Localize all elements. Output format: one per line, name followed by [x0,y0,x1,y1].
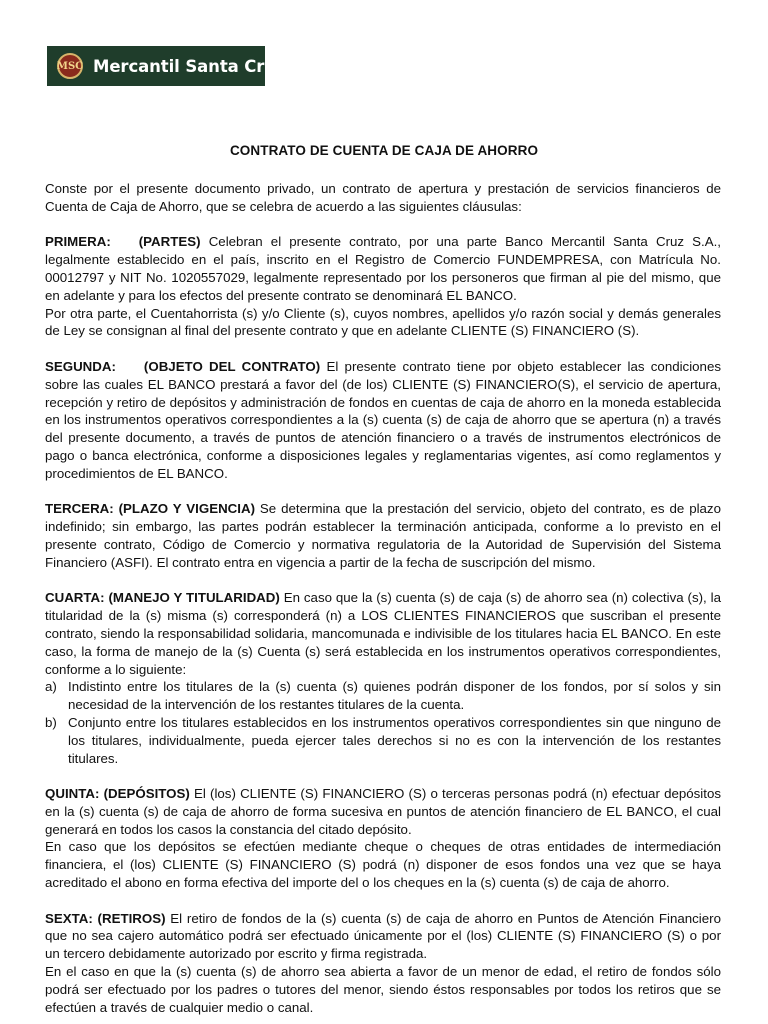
clause-quinta [45,785,721,838]
list-marker: a) [45,679,57,695]
document-title: CONTRATO DE CUENTA DE CAJA DE AHORRO [229,143,539,158]
clause-cuarta-list [45,678,721,767]
clause-heading: TERCERA: (PLAZO Y VIGENCIA) [45,501,256,517]
clause-sexta-p2: En el caso en que la (s) cuenta (s) de ahorro sea abierta a favor de un menor de edad, el retiro de fondos sólo podrá ser efectuado por los padres o tutores del menor, siendo éstos responsables por todos los retiros que se efectúen a través de cualquier medio o canal. [45,964,721,1015]
clause-label: PRIMERA: [45,234,111,250]
clause-text: El retiro de fondos de la (s) cuenta (s) de caja de ahorro en Puntos de Atención Financiero que no sea cajero automático podrá ser efectuado únicamente por el (los) CLIENTE (S) FINANCIERO (S) o por un tercero debidamente autorizado por escrito y firma registrada. [45,910,721,962]
clause-cuarta [45,589,721,678]
bank-logo [47,46,286,86]
clause-text: En caso que la (s) cuenta (s) de caja (s) de ahorro sea (n) colectiva (s), la titularidad de la (s) misma (s) corresponderá (n) a LOS CLIENTES FINANCIEROS que suscriban el presente contrato, siendo la responsabilidad solidaria, mancomunada e indivisible de los titulares hacia EL BANCO. En este caso, la forma de manejo de la (s) Cuenta (s) será establecida en los instrumentos operativos correspondientes, conforme a lo siguiente: [45,590,721,677]
seal-icon: MSC [57,53,83,79]
clause-text: El (los) CLIENTE (S) FINANCIERO (S) o terceras personas podrá (n) efectuar depósitos en la (s) cuenta (s) de caja de ahorro de forma sucesiva en puntos de atención financiero de EL BANCO, el cual generará en todos los casos la constancia del citado depósito. [45,786,721,837]
document-body [45,180,721,1016]
list-item-text: Conjunto entre los titulares establecidos en los instrumentos operativos correspondientes sin que ninguno de los titulares, individualmente, pueda ejercer tales derechos si no es con la intervención de los restantes titulares. [68,714,721,766]
clause-text: Se determina que la prestación del servicio, objeto del contrato, es de plazo indefinido; sin embargo, las partes podrán establecer la terminación anticipada, conforme a lo previsto en el presente contrato, Código de Comercio y normativa regulatoria de la Autoridad de Supervisión del Sistema Financiero (ASFI). El contrato entra en vigencia a partir de la fecha de suscripción del mismo. [45,501,721,570]
clause-heading: (PARTES) [138,234,201,250]
clause-segunda [45,358,721,483]
list-item [45,678,721,714]
clause-label: SEGUNDA: [45,358,116,374]
clause-primera-p2: Por otra parte, el Cuentahorrista (s) y/o Cliente (s), cuyos nombres, apellidos y/o razón social y demás generales de Ley se consignan al final del presente contrato y que en adelante CLIENTE (S) FINANCIERO (S). [45,305,721,339]
list-marker: b) [45,714,57,730]
list-item [45,714,721,767]
clause-sexta [45,910,721,963]
clause-text: Celebran el presente contrato, por una parte Banco Mercantil Santa Cruz S.A., legalmente establecido en el país, inscrito en el Registro de Comercio FUNDEMPRESA, con Matrícula No. 00012797 y NIT No. 1020557029, legalmente representado por los personeros que firman al pie del mismo, que en adelante y para los efectos del presente contrato se denominará EL BANCO. [45,234,721,303]
clause-tercera [45,500,721,571]
bank-logo-text: Mercantil Santa Cruz [93,56,286,76]
clause-text: El presente contrato tiene por objeto establecer las condiciones sobre las cuales EL BANCO prestará a favor del (de los) CLIENTE (S) FINANCIERO(S), el servicio de apertura, recepción y retiro de depósitos y administración de fondos en cuentas de caja de ahorro en la moneda establecida en los instrumentos operativos correspondientes a la (s) cuenta (s) de caja de ahorro que se apertura (n) a través del presente documento, a través de puntos de atención financiero o a través de instrumentos electrónicos de pago o banca electrónica, conforme a disposiciones legales y reglamentarias vigentes, así como reglamentos y procedimientos de EL BANCO. [45,358,721,481]
clause-quinta-p2: En caso que los depósitos se efectúen mediante cheque o cheques de otras entidades de intermediación financiera, el (los) CLIENTE (S) FINANCIERO (S) podrá (n) disponer de esos fondos una vez que se haya acreditado el abono en forma efectiva del importe del o los cheques en la (s) cuenta (s) de caja de ahorro. [45,839,721,891]
clause-primera [45,233,721,304]
list-item-text: Indistinto entre los titulares de la (s) cuenta (s) quienes podrán disponer de los fondos, por sí solos y sin necesidad de la intervención de los restantes titulares de la cuenta. [68,679,721,713]
intro-paragraph: Conste por el presente documento privado, un contrato de apertura y prestación de servicios financieros de Cuenta de Caja de Ahorro, que se celebra de acuerdo a las siguientes cláusulas: [45,181,721,214]
clause-heading: SEXTA: (RETIROS) [45,910,166,926]
clause-heading: CUARTA: (MANEJO Y TITULARIDAD) [45,590,280,606]
clause-heading: QUINTA: (DEPÓSITOS) [45,786,190,802]
clause-heading: (OBJETO DEL CONTRATO) [143,358,321,374]
